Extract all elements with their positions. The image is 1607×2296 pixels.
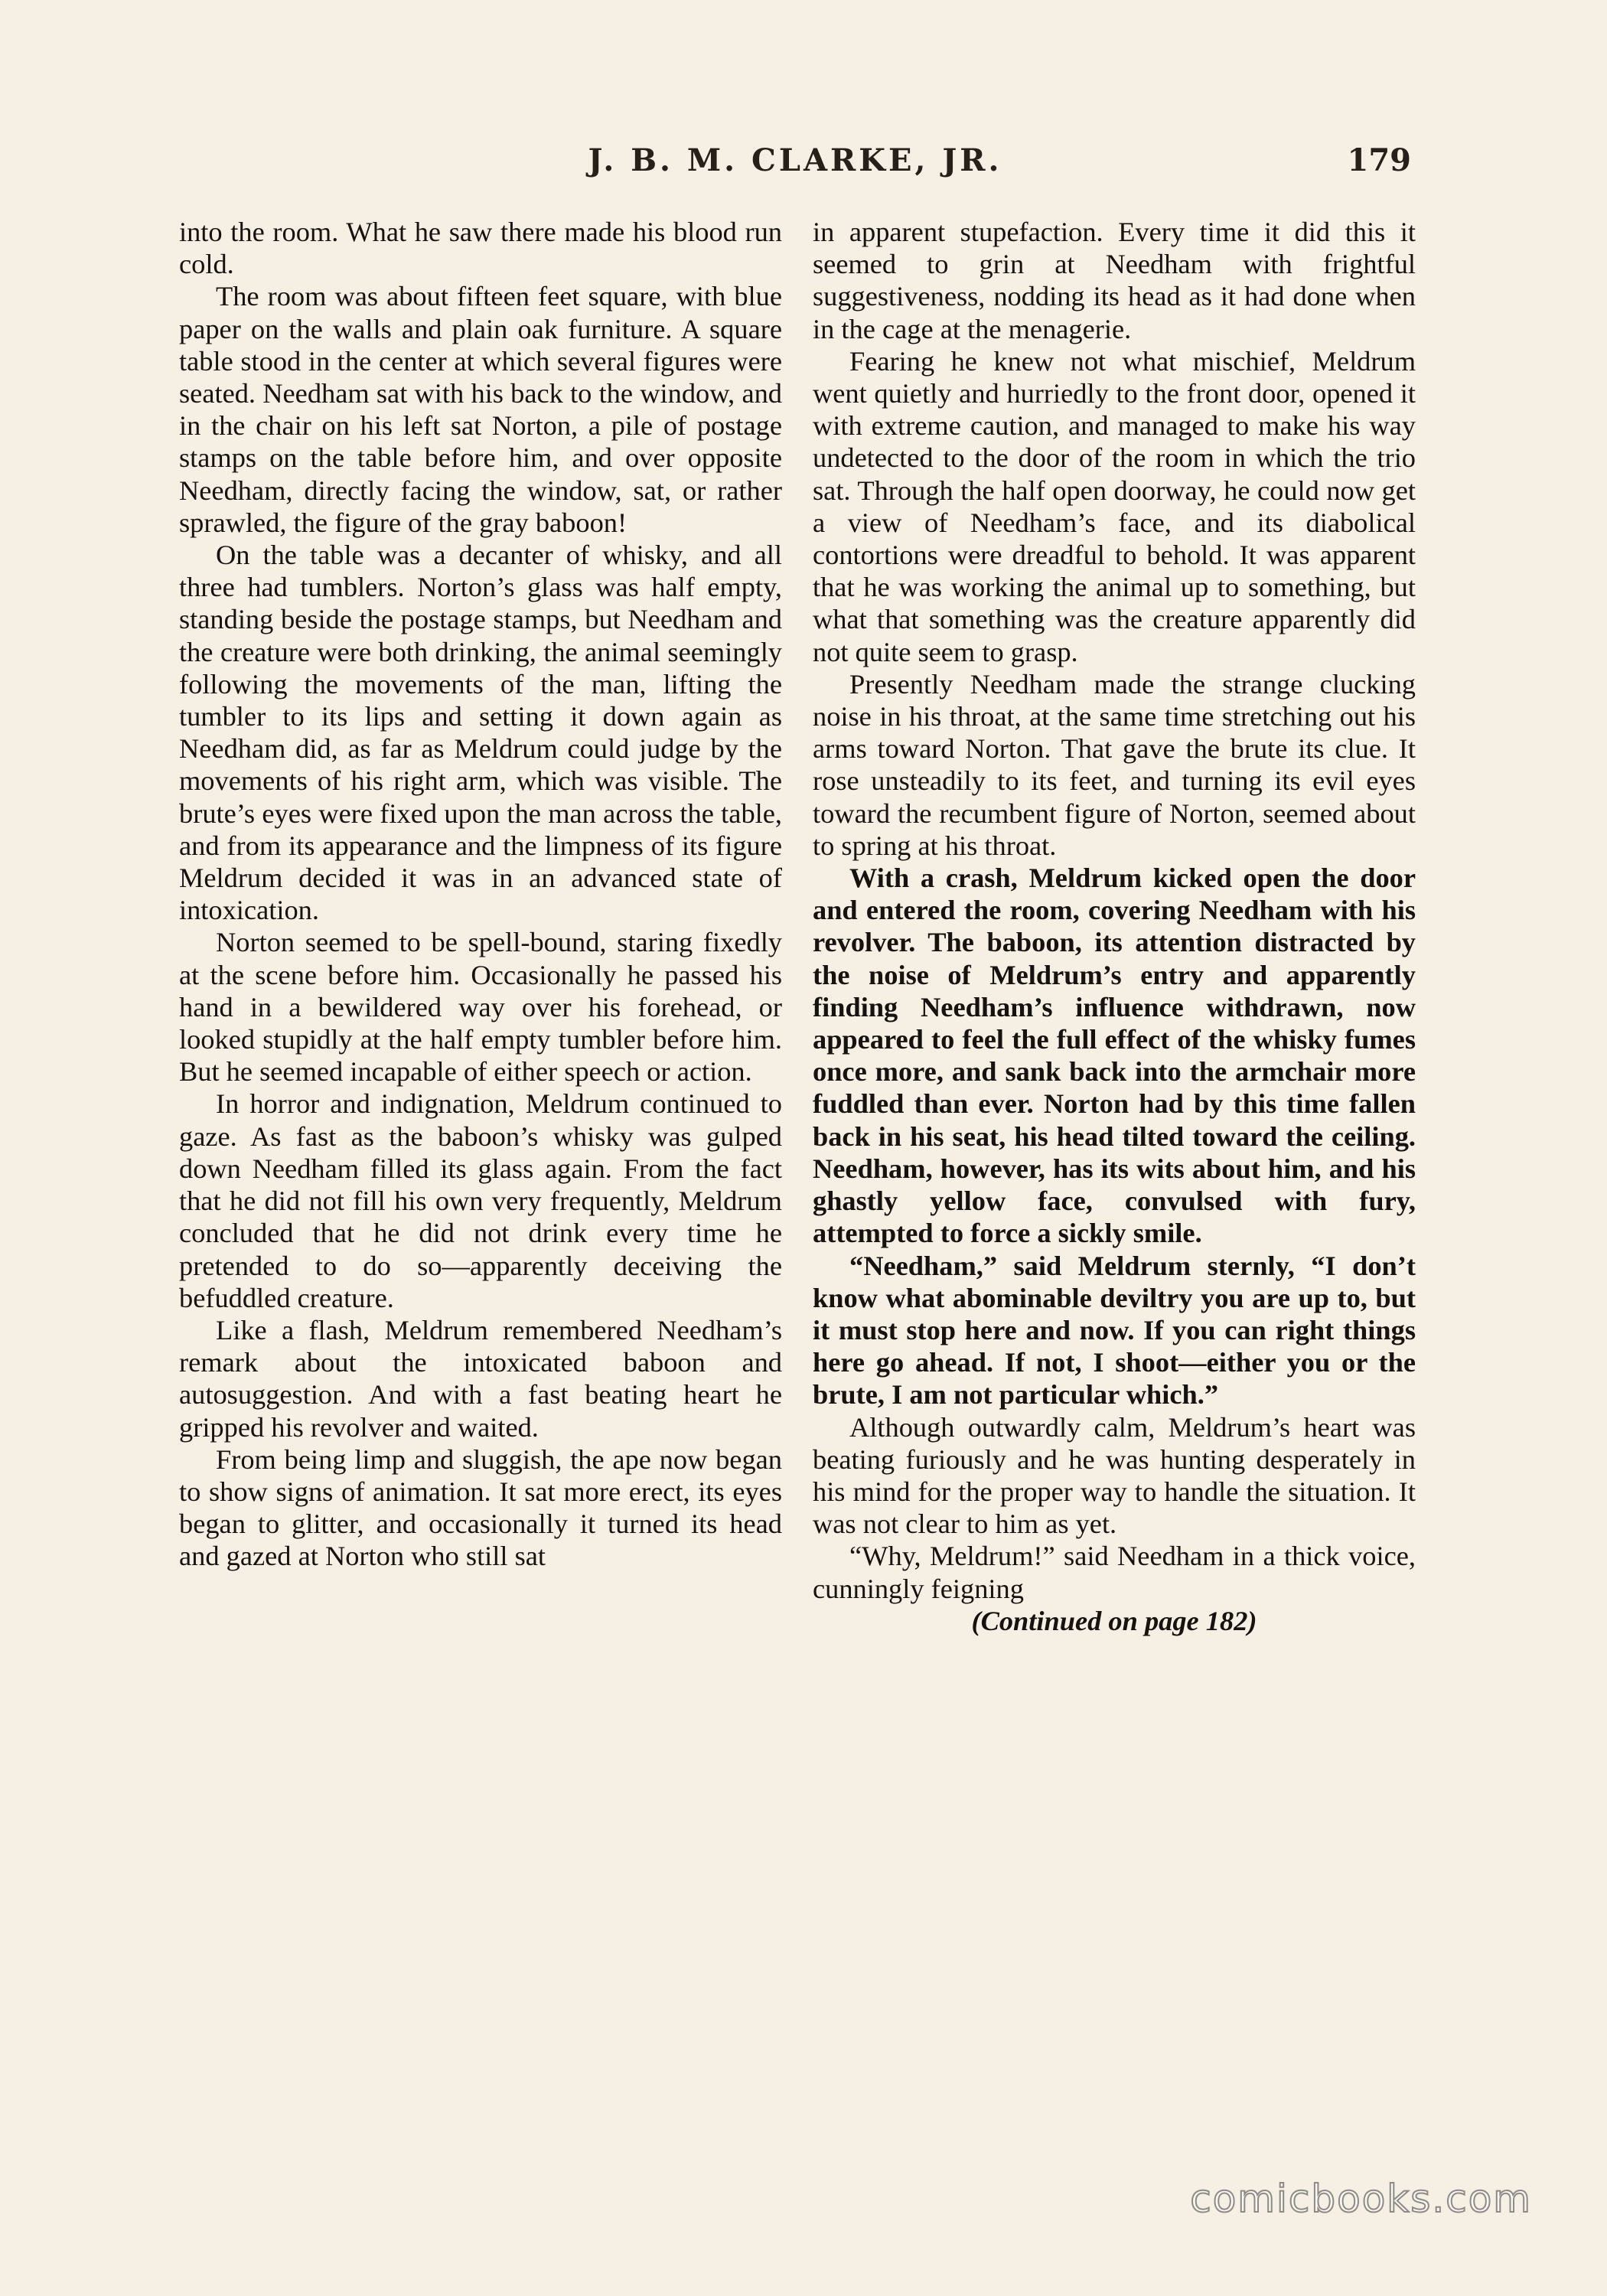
page-header	[179, 136, 1411, 190]
paragraph: Although outwardly calm, Meldrum’s heart was beating furiously and he was hunting desperately in his mind for the proper way to handle the situation. It was not clear to him as yet.	[813, 1411, 1416, 1540]
paragraph: With a crash, Meldrum kicked open the door and entered the room, covering Needham with his revolver. The baboon, its attention distracted by the noise of Meldrum’s entry and apparently finding Needham’s influence withdrawn, now appeared to feel the full effect of the whisky fumes once more, and sank back into the armchair more fuddled than ever. Norton had by this time fallen back in his seat, his head tilted toward the ceiling. Needham, however, has its wits about him, and his ghastly yellow face, convulsed with fury, attempted to force a sickly smile.	[813, 863, 1416, 1249]
paragraph: Like a flash, Meldrum remembered Needham’s remark about the intoxicated baboon and autosuggestion. And with a fast beating heart he gripped his revolver and waited.	[179, 1314, 782, 1443]
paragraph: From being limp and sluggish, the ape now began to show signs of animation. It sat more erect, its eyes began to glitter, and occasionally it turned its head and gazed at Norton who still sat	[179, 1443, 782, 1572]
right-text-column	[813, 216, 1416, 1637]
page-number: 179	[1347, 142, 1411, 178]
paragraph: in apparent stupefaction. Every time it did this it seemed to grin at Needham with frightful suggestiveness, nodding its head as it had done when in the cage at the menagerie.	[813, 217, 1416, 344]
watermark: comicbooks.com	[1190, 2177, 1532, 2221]
running-head: J. B. M. CLARKE, JR.	[588, 142, 1002, 178]
paragraph: The room was about fifteen feet square, with blue paper on the walls and plain oak furniture. A square table stood in the center at which several figures were seated. Needham sat with his back to the window, and in the chair on his left sat Norton, a pile of postage stamps on the table before him, and over opposite Needham, directly facing the window, sat, or rather sprawled, the figure of the gray baboon!	[179, 281, 782, 538]
paragraph: On the table was a decanter of whisky, and all three had tumblers. Norton’s glass was half empty, standing beside the postage stamps, but Needham and the creature were both drinking, the animal seemingly following the movements of the man, lifting the tumbler to its lips and setting it down again as Needham did, as far as Meldrum could judge by the movements of his right arm, which was visible. The brute’s eyes were fixed upon the man across the table, and from its appearance and the limpness of its figure Meldrum decided it was in an advanced state of intoxication.	[179, 540, 782, 926]
paragraph: Fearing he knew not what mischief, Meldrum went quietly and hurriedly to the front door, opened it with extreme caution, and managed to make his way undetected to the door of the room in which the trio sat. Through the half open doorway, he could now get a view of Needham’s face, and its diabolical contortions were dreadful to behold. It was apparent that he was working the animal up to something, but what that something was the creature apparently did not quite seem to grasp.	[813, 345, 1416, 667]
paragraph: Presently Needham made the strange clucking noise in his throat, at the same time stretching out his arms toward Norton. That gave the brute its clue. It rose unsteadily to its feet, and turning its evil eyes toward the recumbent figure of Norton, seemed about to spring at his throat.	[813, 668, 1416, 861]
paragraph: “Needham,” said Meldrum sternly, “I don’t know what abominable deviltry you are up to, but it must stop here and now. If you can right things here go ahead. If not, I shoot—either you or the brute, I am not particular which.”	[813, 1250, 1416, 1411]
paragraph: Norton seemed to be spell-bound, staring fixedly at the scene before him. Occasionally he passed his hand in a bewildered way over his forehead, or looked stupidly at the half empty tumbler before him. But he seemed incapable of either speech or action.	[179, 927, 782, 1088]
continued-note: (Continued on page 182)	[971, 1605, 1257, 1636]
left-text-column	[179, 216, 782, 1573]
paragraph: In horror and indignation, Meldrum continued to gaze. As fast as the baboon’s whisky was gulped down Needham filled its glass again. From the fact that he did not fill his own very frequently, Meldrum concluded that he did not drink every time he pretended to do so—apparently deceiving the befuddled creature.	[179, 1088, 782, 1313]
paragraph: into the room. What he saw there made his blood run cold.	[179, 217, 782, 280]
paragraph: “Why, Meldrum!” said Needham in a thick voice, cunningly feigning	[813, 1541, 1416, 1604]
